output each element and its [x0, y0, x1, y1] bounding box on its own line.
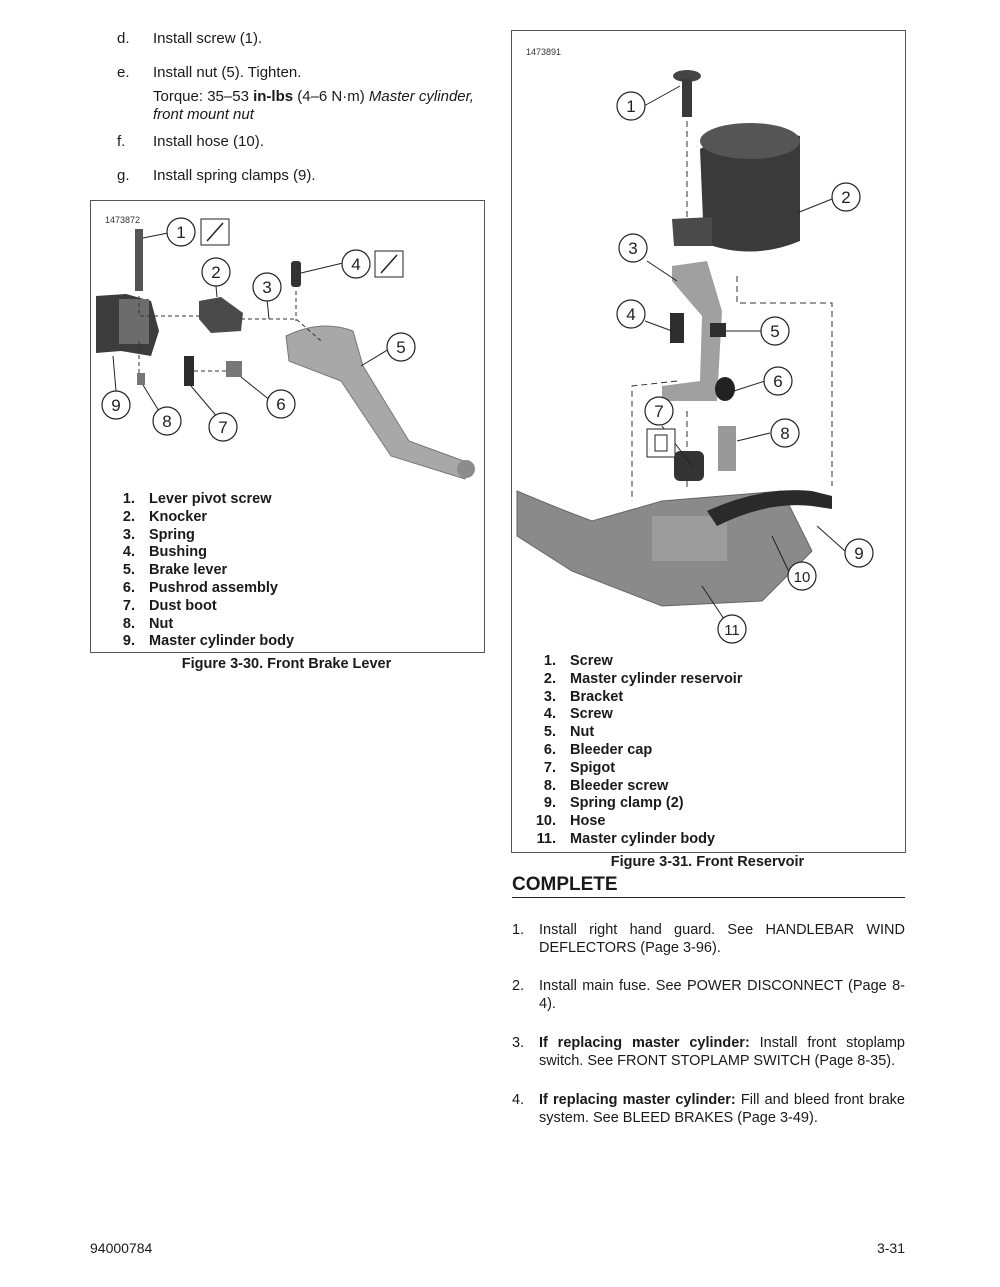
- step-letter: d.: [117, 30, 130, 47]
- legend-number: 11.: [536, 830, 556, 847]
- legend-label: Screw: [570, 706, 613, 723]
- legend-number: 7.: [122, 597, 135, 614]
- callout-label: 4: [351, 255, 361, 274]
- callout-label: 3: [262, 278, 272, 297]
- step-text: Install screw (1).: [153, 30, 263, 47]
- callout-3: [619, 234, 647, 262]
- step-letter: e.: [117, 64, 130, 81]
- legend-number: 2.: [122, 508, 135, 525]
- legend-number: 6.: [122, 579, 135, 596]
- torque-fastener: Master cylinder, front mount nut: [153, 88, 474, 123]
- figure-caption: Figure 3-30. Front Brake Lever: [181, 656, 392, 672]
- step-text: Install main fuse. See POWER DISCONNECT (Page 8-4).: [539, 978, 905, 1012]
- callout-9: [102, 391, 130, 419]
- step-condition: If replacing master cylinder:: [539, 1035, 750, 1051]
- legend-label: Spring clamp (2): [570, 795, 684, 812]
- legend-number: 4.: [122, 544, 135, 561]
- reservoir-illustration: [512, 31, 905, 651]
- callout-label: 5: [770, 322, 780, 341]
- callout-label: 2: [841, 188, 851, 207]
- legend-label: Master cylinder reservoir: [570, 670, 743, 687]
- callout-9: [845, 539, 873, 567]
- step-text: Install hose (10).: [153, 133, 264, 150]
- step-number: 4.: [512, 1092, 525, 1108]
- page-number: 3-31: [876, 1240, 905, 1256]
- callout-4: [342, 250, 370, 278]
- legend-label: Bleeder cap: [570, 741, 653, 758]
- legend-number: 6.: [543, 741, 556, 758]
- callout-label: 7: [218, 418, 228, 437]
- legend-number: 2.: [543, 670, 556, 687]
- callout-4: [617, 300, 645, 328]
- document-number: 94000784: [90, 1240, 153, 1256]
- callout-label: 6: [276, 395, 286, 414]
- legend-label: Master cylinder body: [149, 633, 295, 650]
- figure-front-brake-lever: [90, 200, 485, 653]
- callout-2: [832, 183, 860, 211]
- callout-1: [617, 92, 645, 120]
- callout-6: [267, 390, 295, 418]
- callout-10: [788, 562, 816, 590]
- callout-label: 8: [780, 424, 790, 443]
- torque-spec: [153, 88, 493, 124]
- legend-number: 9.: [543, 795, 556, 812]
- callout-label: 7: [654, 402, 664, 421]
- step-number: 3.: [512, 1035, 525, 1051]
- callout-5: [761, 317, 789, 345]
- callout-label: 1: [176, 223, 186, 242]
- callout-6: [764, 367, 792, 395]
- legend-label: Dust boot: [149, 597, 217, 614]
- callout-label: 10: [793, 569, 811, 586]
- callout-label: 3: [628, 239, 638, 258]
- legend-label: Pushrod assembly: [149, 579, 278, 596]
- legend-label: Brake lever: [149, 562, 228, 579]
- legend-label: Spring: [149, 526, 195, 543]
- legend-number: 8.: [543, 777, 556, 794]
- step-text: Install right hand guard. See HANDLEBAR WIND DEFLECTORS (Page 3-96).: [539, 922, 905, 956]
- step-text: Install nut (5). Tighten.: [153, 64, 302, 81]
- callout-label: 5: [396, 338, 406, 357]
- complete-step: [512, 1092, 905, 1127]
- figure-id-number: 1473872: [105, 215, 141, 225]
- callout-label: 4: [626, 305, 636, 324]
- callout-8: [153, 407, 181, 435]
- section-title: COMPLETE: [512, 874, 905, 898]
- callout-11: [718, 615, 746, 643]
- step-number: 1.: [512, 922, 525, 938]
- torque-unit: in-lbs: [253, 88, 294, 105]
- step-text: Fill and bleed front brake system. See BLEED BRAKES (Page 3-49).: [539, 1092, 905, 1126]
- callout-7: [209, 413, 237, 441]
- callout-8: [771, 419, 799, 447]
- legend-number: 10.: [535, 813, 556, 830]
- figure-front-reservoir: [511, 30, 906, 853]
- torque-prefix: Torque: 35–53: [153, 88, 254, 105]
- complete-step: [512, 978, 905, 1013]
- step-letter: g.: [117, 167, 130, 184]
- callout-label: 8: [162, 412, 172, 431]
- callout-label: 2: [211, 263, 221, 282]
- brake-lever-illustration: [91, 201, 484, 491]
- legend-label: Screw: [570, 653, 613, 669]
- callout-label: 6: [773, 372, 783, 391]
- legend-label: Lever pivot screw: [149, 491, 272, 507]
- torque-metric: (4–6 N·m): [293, 88, 369, 105]
- complete-step: [512, 1035, 905, 1070]
- legend-label: Nut: [570, 724, 595, 741]
- legend-number: 1.: [122, 491, 135, 507]
- legend-number: 5.: [122, 562, 135, 579]
- legend-label: Knocker: [149, 508, 208, 525]
- complete-step: [512, 922, 905, 957]
- legend-number: 7.: [543, 759, 556, 776]
- legend-number: 8.: [122, 615, 135, 632]
- callout-2: [202, 258, 230, 286]
- legend-number: 9.: [122, 633, 135, 650]
- figure-caption: Figure 3-31. Front Reservoir: [610, 854, 805, 870]
- legend-number: 3.: [543, 688, 556, 705]
- step-text: Install spring clamps (9).: [153, 167, 316, 184]
- callout-7: [645, 397, 673, 425]
- callout-3: [253, 273, 281, 301]
- legend-number: 1.: [543, 653, 556, 669]
- disposal-warning-icon: [647, 429, 675, 457]
- legend-number: 5.: [543, 724, 556, 741]
- callout-5: [387, 333, 415, 361]
- callout-label: 9: [854, 544, 864, 563]
- step-number: 2.: [512, 978, 525, 994]
- legend-label: Hose: [570, 813, 606, 830]
- legend-number: 3.: [122, 526, 135, 543]
- callout-1: [167, 218, 195, 246]
- callout-label: 1: [626, 97, 636, 116]
- legend-label: Nut: [149, 615, 174, 632]
- step-text: Install front stoplamp switch. See FRONT STOPLAMP SWITCH (Page 8-35).: [539, 1035, 905, 1069]
- legend-label: Bracket: [570, 688, 624, 705]
- figure-id-number: 1473891: [526, 47, 562, 57]
- legend-label: Bushing: [149, 544, 207, 561]
- step-letter: f.: [117, 133, 126, 150]
- legend-label: Master cylinder body: [570, 830, 716, 847]
- legend-number: 4.: [543, 706, 556, 723]
- callout-label: 11: [724, 622, 740, 639]
- legend-label: Bleeder screw: [570, 777, 669, 794]
- legend-label: Spigot: [570, 759, 616, 776]
- callout-label: 9: [111, 396, 121, 415]
- step-condition: If replacing master cylinder:: [539, 1092, 736, 1108]
